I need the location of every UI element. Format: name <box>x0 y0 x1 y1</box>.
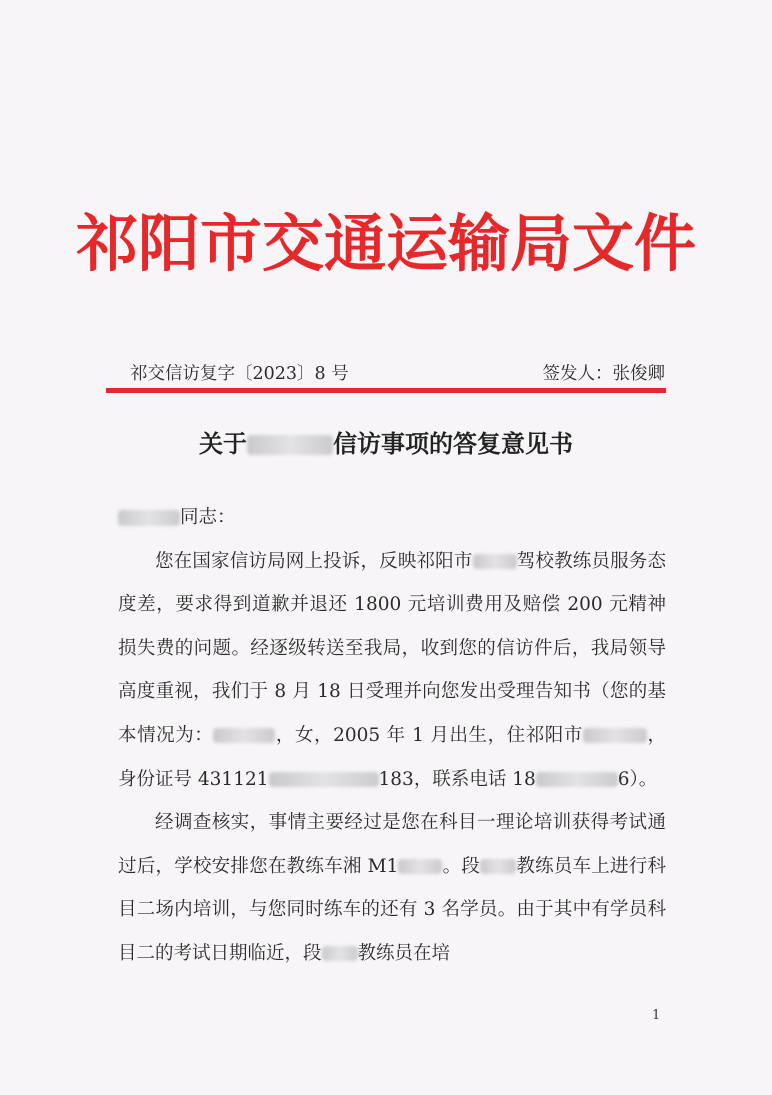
text-segment: 教练员在培 <box>357 942 451 964</box>
salutation <box>118 496 666 540</box>
text-segment: 183，联系电话 18 <box>378 768 536 790</box>
body-text <box>118 496 666 976</box>
text-segment: 教练员车上进行科目二场内培训，与您同时练车的还有 3 名学员。由于其中有学员科目二的考试日期临近，段 <box>118 855 666 964</box>
text-segment: ，身份证号 431121 <box>118 724 666 790</box>
text-segment: 经调查核实，事情主要经过是您在科目一理论培训获得考试通过后，学校安排您在教练车湘 M1 <box>118 812 666 877</box>
redacted-name <box>213 728 275 743</box>
redacted-place <box>473 554 517 569</box>
reply-title-suffix: 信访事项的答复意见书 <box>333 430 573 458</box>
reply-title <box>0 424 772 459</box>
text-segment: 您在国家信访局网上投诉，反映祁阳市 <box>155 550 473 572</box>
salutation-suffix: 同志： <box>180 507 236 528</box>
redacted-name <box>480 859 516 874</box>
document-number: 祁交信访复字〔2023〕8 号 <box>130 364 349 384</box>
redacted-name <box>118 510 180 526</box>
text-segment: 。段 <box>442 855 481 877</box>
redacted-address <box>583 728 647 743</box>
text-segment: ，女，2005 年 1 月出生，住祁阳市 <box>275 724 583 746</box>
red-divider-line <box>106 388 666 393</box>
issuer-signature: 签发人：张俊卿 <box>542 364 665 384</box>
redacted-phone <box>536 772 618 787</box>
paragraph-complaint <box>118 540 666 802</box>
reply-title-prefix: 关于 <box>199 430 247 458</box>
text-segment: 驾校教练员服务态度差，要求得到道歉并退还 1800 元培训费用及赔偿 200 元精神损失费的问题。经逐级转送至我局，收到您的信访件后，我局领导高度重视，我们于 8 月 18 日受理并向您发出受理告知书（您的基本情况为： <box>118 550 666 746</box>
redacted-id-number <box>269 772 379 787</box>
paragraph-investigation <box>118 801 666 975</box>
redacted-plate <box>398 859 442 874</box>
redacted-name <box>322 946 358 961</box>
redacted-name <box>247 435 333 455</box>
text-segment: 6）。 <box>617 768 658 790</box>
page-number: 1 <box>652 1008 661 1023</box>
document-header-title: 祁阳市交通运输局文件 <box>75 207 696 280</box>
